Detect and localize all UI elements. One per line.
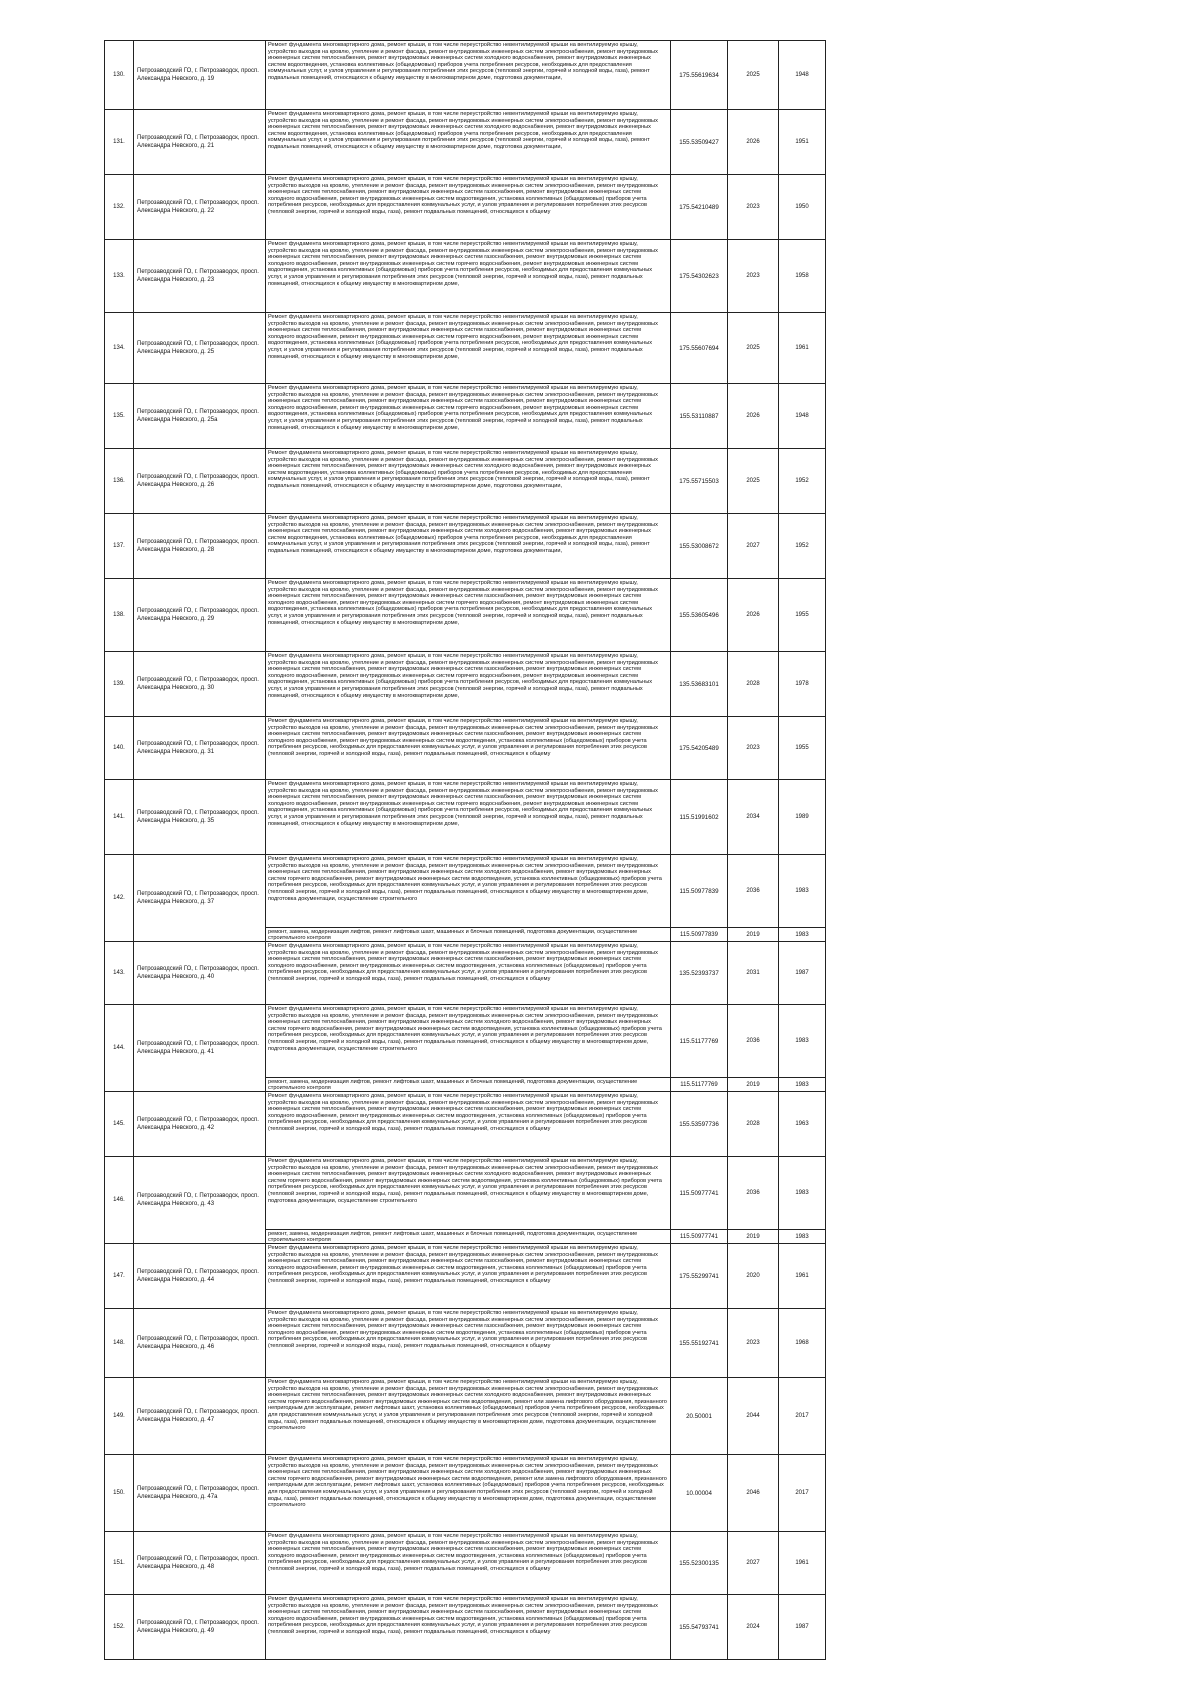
works-cell [266,942,671,1005]
repair-year-cell: 2026 [728,384,779,449]
table-row [105,1244,826,1309]
row-number: 149. [105,1378,134,1455]
works-cell [266,855,671,928]
repair-year-cell: 2028 [728,652,779,717]
identifier-cell: 115.50977839 [671,928,728,942]
address-cell: Петрозаводский ГО, г. Петрозаводск, просп. Александра Невского, д. 49 [134,1595,266,1660]
works-cell [266,1595,671,1660]
identifier-cell: 135.52393737 [671,942,728,1005]
works-cell [266,1157,671,1230]
works-cell [266,313,671,384]
works-cell [266,110,671,175]
row-number: 131. [105,110,134,175]
address-cell: Петрозаводский ГО, г. Петрозаводск, просп. Александра Невского, д. 29 [134,579,266,652]
repair-year-cell: 2044 [728,1378,779,1455]
address-cell: Петрозаводский ГО, г. Петрозаводск, просп. Александра Невского, д. 47а [134,1455,266,1532]
works-cell [266,1455,671,1532]
built-year-cell: 1983 [779,1230,826,1244]
works-text: ремонт, замена, модернизация лифтов, ремонт лифтовых шахт, машинных и блочных помещений, подготовка документации, осуществление строительного контроля [268,1231,638,1243]
works-text: Ремонт фундамента многоквартирного дома, ремонт крыши, в том числе переустройство невентилируемой крыши на вентилируемую крышу, устройство выходов на кровлю, утепление и ремонт фасада, ремонт внутридомовых инженерных систем электроснабжения, ремонт внутридомовых инженерных систем теплоснабжения, ремонт внутридомовых инженерных систем газоснабжения, ремонт внутридомовых инженерных систем холодного водоснабжения, ремонт внутридомовых инженерных систем водоотведения, установка коллективных (общедомовых) приборов учета потребления ресурсов, необходимых для предоставления коммунальных услуг, и узлов управления и регулирования потребления этих ресурсов (тепловой энергии, горячей и холодной воды, газа), ремонт подвальных помещений, относящихся к общему [268,1093,658,1132]
row-number: 146. [105,1157,134,1244]
identifier-cell: 155.52300135 [671,1532,728,1595]
works-text: Ремонт фундамента многоквартирного дома, ремонт крыши, в том числе переустройство невентилируемой крыши на вентилируемую крышу, устройство выходов на кровлю, утепление и ремонт фасада, ремонт внутридомовых инженерных систем электроснабжения, ремонт внутридомовых инженерных систем теплоснабжения, ремонт внутридомовых инженерных систем газоснабжения, ремонт внутридомовых инженерных систем холодного водоснабжения, ремонт внутридомовых инженерных систем водоотведения, установка коллективных (общедомовых) приборов учета потребления ресурсов, необходимых для предоставления коммунальных услуг, и узлов управления и регулирования потребления этих ресурсов (тепловой энергии, горячей и холодной воды, газа), ремонт подвальных помещений, относящихся к общему [268,1310,658,1349]
row-number: 143. [105,942,134,1005]
works-text: Ремонт фундамента многоквартирного дома, ремонт крыши, в том числе переустройство невентилируемой крыши на вентилируемую крышу, устройство выходов на кровлю, утепление и ремонт фасада, ремонт внутридомовых инженерных систем электроснабжения, ремонт внутридомовых инженерных систем теплоснабжения, ремонт внутридомовых инженерных систем газоснабжения, ремонт внутридомовых инженерных систем холодного водоснабжения, ремонт внутридомовых инженерных систем горячего водоснабжения, ремонт внутридомовых инженерных систем водоотведения, установка коллективных (общедомовых) приборов учета потребления ресурсов, необходимых для предоставления коммунальных услуг, и узлов управления и регулирования потребления этих ресурсов (тепловой энергии, горячей и холодной воды, газа), ремонт подвальных помещений, относящихся к общему имуществу в многоквартирном доме, [268,385,658,431]
built-year-cell: 1989 [779,780,826,855]
built-year-cell: 1978 [779,652,826,717]
row-number: 132. [105,175,134,240]
identifier-cell: 20.50001 [671,1378,728,1455]
identifier-cell: 175.54210489 [671,175,728,240]
identifier-cell: 155.55192741 [671,1309,728,1378]
works-cell [266,717,671,780]
row-number: 142. [105,855,134,942]
address-cell: Петрозаводский ГО, г. Петрозаводск, просп. Александра Невского, д. 47 [134,1378,266,1455]
works-text: Ремонт фундамента многоквартирного дома, ремонт крыши, в том числе переустройство невентилируемой крыши на вентилируемую крышу, устройство выходов на кровлю, утепление и ремонт фасада, ремонт внутридомовых инженерных систем электроснабжения, ремонт внутридомовых инженерных систем теплоснабжения, ремонт внутридомовых инженерных систем холодного водоснабжения, ремонт внутридомовых инженерных систем водоотведения, установка коллективных (общедомовых) приборов учета потребления ресурсов, необходимых для предоставления коммунальных услуг, и узлов управления и регулирования потребления этих ресурсов (тепловой энергии, горячей и холодной воды, газа), ремонт подвальных помещений, относящихся к общему имуществу в многоквартирном доме, подготовка документации, [268,111,658,150]
works-text: Ремонт фундамента многоквартирного дома, ремонт крыши, в том числе переустройство невентилируемой крыши на вентилируемую крышу, устройство выходов на кровлю, утепление и ремонт фасада, ремонт внутридомовых инженерных систем электроснабжения, ремонт внутридомовых инженерных систем теплоснабжения, ремонт внутридомовых инженерных систем газоснабжения, ремонт внутридомовых инженерных систем холодного водоснабжения, ремонт внутридомовых инженерных систем горячего водоснабжения, ремонт внутридомовых инженерных систем водоотведения, установка коллективных (общедомовых) приборов учета потребления ресурсов, необходимых для предоставления коммунальных услуг, и узлов управления и регулирования потребления этих ресурсов (тепловой энергии, горячей и холодной воды, газа), ремонт подвальных помещений, относящихся к общему имуществу в многоквартирном доме, [268,241,658,287]
row-number: 140. [105,717,134,780]
repair-year-cell: 2027 [728,1532,779,1595]
works-cell [266,384,671,449]
table-row [105,1595,826,1660]
address-cell: Петрозаводский ГО, г. Петрозаводск, просп. Александра Невского, д. 25а [134,384,266,449]
address-cell: Петрозаводский ГО, г. Петрозаводск, просп. Александра Невского, д. 31 [134,717,266,780]
built-year-cell: 1955 [779,579,826,652]
repair-year-cell: 2024 [728,1595,779,1660]
row-number: 133. [105,240,134,313]
works-text: Ремонт фундамента многоквартирного дома, ремонт крыши, в том числе переустройство невентилируемой крыши на вентилируемую крышу, устройство выходов на кровлю, утепление и ремонт фасада, ремонт внутридомовых инженерных систем электроснабжения, ремонт внутридомовых инженерных систем теплоснабжения, ремонт внутридомовых инженерных систем холодного водоснабжения, ремонт внутридомовых инженерных систем водоотведения, установка коллективных (общедомовых) приборов учета потребления ресурсов, необходимых для предоставления коммунальных услуг, и узлов управления и регулирования потребления этих ресурсов (тепловой энергии, горячей и холодной воды, газа), ремонт подвальных помещений, относящихся к общему имуществу в многоквартирном доме, подготовка документации, [268,515,658,554]
identifier-cell: 10.00004 [671,1455,728,1532]
table-row [105,514,826,579]
table-row [105,1092,826,1157]
table-row [105,175,826,240]
built-year-cell: 2017 [779,1378,826,1455]
built-year-cell: 1948 [779,41,826,110]
built-year-cell: 1961 [779,1244,826,1309]
address-cell: Петрозаводский ГО, г. Петрозаводск, просп. Александра Невского, д. 23 [134,240,266,313]
identifier-cell: 175.55619634 [671,41,728,110]
built-year-cell: 1983 [779,855,826,928]
repair-year-cell: 2034 [728,780,779,855]
row-number: 144. [105,1005,134,1092]
identifier-cell: 115.51177769 [671,1078,728,1092]
identifier-cell: 175.55715503 [671,449,728,514]
repair-year-cell: 2019 [728,1078,779,1092]
built-year-cell: 1963 [779,1092,826,1157]
address-cell: Петрозаводский ГО, г. Петрозаводск, просп. Александра Невского, д. 19 [134,41,266,110]
identifier-cell: 175.55607694 [671,313,728,384]
repair-year-cell: 2025 [728,449,779,514]
works-cell [266,1005,671,1078]
repair-year-cell: 2019 [728,928,779,942]
row-number: 148. [105,1309,134,1378]
works-cell [266,1244,671,1309]
row-number: 152. [105,1595,134,1660]
built-year-cell: 1951 [779,110,826,175]
works-cell [266,579,671,652]
address-cell: Петрозаводский ГО, г. Петрозаводск, просп. Александра Невского, д. 44 [134,1244,266,1309]
works-text: Ремонт фундамента многоквартирного дома, ремонт крыши, в том числе переустройство невентилируемой крыши на вентилируемую крышу, устройство выходов на кровлю, утепление и ремонт фасада, ремонт внутридомовых инженерных систем электроснабжения, ремонт внутридомовых инженерных систем теплоснабжения, ремонт внутридомовых инженерных систем газоснабжения, ремонт внутридомовых инженерных систем холодного водоснабжения, ремонт внутридомовых инженерных систем водоотведения, установка коллективных (общедомовых) приборов учета потребления ресурсов, необходимых для предоставления коммунальных услуг, и узлов управления и регулирования потребления этих ресурсов (тепловой энергии, горячей и холодной воды, газа), ремонт подвальных помещений, относящихся к общему [268,943,658,982]
repair-year-cell: 2026 [728,110,779,175]
works-cell [266,652,671,717]
works-cell [266,1230,671,1244]
repair-year-cell: 2023 [728,240,779,313]
built-year-cell: 2017 [779,1455,826,1532]
repair-year-cell: 2036 [728,1005,779,1078]
built-year-cell: 1983 [779,928,826,942]
works-cell [266,928,671,942]
works-text: Ремонт фундамента многоквартирного дома, ремонт крыши, в том числе переустройство невентилируемой крыши на вентилируемую крышу, устройство выходов на кровлю, утепление и ремонт фасада, ремонт внутридомовых инженерных систем электроснабжения, ремонт внутридомовых инженерных систем теплоснабжения, ремонт внутридомовых инженерных систем холодного водоснабжения, ремонт внутридомовых инженерных систем горячего водоснабжения, ремонт внутридомовых инженерных систем водоотведения, установка коллективных (общедомовых) приборов учета потребления ресурсов, необходимых для предоставления коммунальных услуг, и узлов управления и регулирования потребления этих ресурсов (тепловой энергии, горячей и холодной воды, газа), ремонт подвальных помещений, относящихся к общему имуществу в многоквартирном доме, подготовка документации, осуществление строительного [268,856,662,902]
row-number: 150. [105,1455,134,1532]
table-row [105,240,826,313]
repair-year-cell: 2025 [728,41,779,110]
row-number: 151. [105,1532,134,1595]
works-text: Ремонт фундамента многоквартирного дома, ремонт крыши, в том числе переустройство невентилируемой крыши на вентилируемую крышу, устройство выходов на кровлю, утепление и ремонт фасада, ремонт внутридомовых инженерных систем электроснабжения, ремонт внутридомовых инженерных систем теплоснабжения, ремонт внутридомовых инженерных систем газоснабжения, ремонт внутридомовых инженерных систем холодного водоснабжения, ремонт внутридомовых инженерных систем горячего водоснабжения, ремонт внутридомовых инженерных систем водоотведения, установка коллективных (общедомовых) приборов учета потребления ресурсов, необходимых для предоставления коммунальных услуг, и узлов управления и регулирования потребления этих ресурсов (тепловой энергии, горячей и холодной воды, газа), ремонт подвальных помещений, относящихся к общему имуществу в многоквартирном доме, [268,653,658,699]
works-cell [266,514,671,579]
table-row [105,384,826,449]
table-row [105,449,826,514]
row-number: 134. [105,313,134,384]
repair-year-cell: 2020 [728,1244,779,1309]
document-page [104,40,812,1660]
repair-year-cell: 2027 [728,514,779,579]
works-text: Ремонт фундамента многоквартирного дома, ремонт крыши, в том числе переустройство невентилируемой крыши на вентилируемую крышу, устройство выходов на кровлю, утепление и ремонт фасада, ремонт внутридомовых инженерных систем электроснабжения, ремонт внутридомовых инженерных систем теплоснабжения, ремонт внутридомовых инженерных систем газоснабжения, ремонт внутридомовых инженерных систем холодного водоснабжения, ремонт внутридомовых инженерных систем водоотведения, установка коллективных (общедомовых) приборов учета потребления ресурсов, необходимых для предоставления коммунальных услуг, и узлов управления и регулирования потребления этих ресурсов (тепловой энергии, горячей и холодной воды, газа), ремонт подвальных помещений, относящихся к общему [268,176,658,215]
repair-year-cell: 2046 [728,1455,779,1532]
identifier-cell: 155.53597736 [671,1092,728,1157]
table-row [105,717,826,780]
table-row [105,855,826,928]
identifier-cell: 115.50977741 [671,1230,728,1244]
identifier-cell: 155.54793741 [671,1595,728,1660]
repair-year-cell: 2023 [728,175,779,240]
address-cell: Петрозаводский ГО, г. Петрозаводск, просп. Александра Невского, д. 37 [134,855,266,942]
built-year-cell: 1961 [779,313,826,384]
table-row [105,1378,826,1455]
works-cell [266,780,671,855]
repair-year-cell: 2019 [728,1230,779,1244]
address-cell: Петрозаводский ГО, г. Петрозаводск, просп. Александра Невского, д. 22 [134,175,266,240]
address-cell: Петрозаводский ГО, г. Петрозаводск, просп. Александра Невского, д. 30 [134,652,266,717]
works-text: ремонт, замена, модернизация лифтов, ремонт лифтовых шахт, машинных и блочных помещений, подготовка документации, осуществление строительного контроля [268,929,638,941]
row-number: 141. [105,780,134,855]
table-row [105,579,826,652]
built-year-cell: 1952 [779,449,826,514]
works-cell [266,1078,671,1092]
built-year-cell: 1983 [779,1157,826,1230]
table-row [105,652,826,717]
identifier-cell: 115.50977839 [671,855,728,928]
works-cell [266,175,671,240]
works-text: ремонт, замена, модернизация лифтов, ремонт лифтовых шахт, машинных и блочных помещений, подготовка документации, осуществление строительного контроля [268,1079,638,1091]
address-cell: Петрозаводский ГО, г. Петрозаводск, просп. Александра Невского, д. 46 [134,1309,266,1378]
repair-year-cell: 2023 [728,717,779,780]
table-row [105,313,826,384]
works-text: Ремонт фундамента многоквартирного дома, ремонт крыши, в том числе переустройство невентилируемой крыши на вентилируемую крышу, устройство выходов на кровлю, утепление и ремонт фасада, ремонт внутридомовых инженерных систем электроснабжения, ремонт внутридомовых инженерных систем теплоснабжения, ремонт внутридомовых инженерных систем газоснабжения, ремонт внутридомовых инженерных систем холодного водоснабжения, ремонт внутридомовых инженерных систем горячего водоснабжения, ремонт внутридомовых инженерных систем водоотведения, установка коллективных (общедомовых) приборов учета потребления ресурсов, необходимых для предоставления коммунальных услуг, и узлов управления и регулирования потребления этих ресурсов (тепловой энергии, горячей и холодной воды, газа), ремонт подвальных помещений, относящихся к общему имуществу в многоквартирном доме, [268,580,658,626]
row-number: 136. [105,449,134,514]
identifier-cell: 175.54205489 [671,717,728,780]
table-body [105,41,826,1660]
works-text: Ремонт фундамента многоквартирного дома, ремонт крыши, в том числе переустройство невентилируемой крыши на вентилируемую крышу, устройство выходов на кровлю, утепление и ремонт фасада, ремонт внутридомовых инженерных систем электроснабжения, ремонт внутридомовых инженерных систем теплоснабжения, ремонт внутридомовых инженерных систем холодного водоснабжения, ремонт внутридомовых инженерных систем горячего водоснабжения, ремонт внутридомовых инженерных систем водоотведения, установка коллективных (общедомовых) приборов учета потребления ресурсов, необходимых для предоставления коммунальных услуг, и узлов управления и регулирования потребления этих ресурсов (тепловой энергии, горячей и холодной воды, газа), ремонт подвальных помещений, относящихся к общему имуществу в многоквартирном доме, подготовка документации, осуществление строительного [268,1006,662,1052]
built-year-cell: 1950 [779,175,826,240]
table-row [105,1455,826,1532]
built-year-cell: 1955 [779,717,826,780]
identifier-cell: 135.53683101 [671,652,728,717]
identifier-cell: 115.51177769 [671,1005,728,1078]
works-text: Ремонт фундамента многоквартирного дома, ремонт крыши, в том числе переустройство невентилируемой крыши на вентилируемую крышу, устройство выходов на кровлю, утепление и ремонт фасада, ремонт внутридомовых инженерных систем электроснабжения, ремонт внутридомовых инженерных систем теплоснабжения, ремонт внутридомовых инженерных систем холодного водоснабжения, ремонт внутридомовых инженерных систем горячего водоснабжения, ремонт внутридомовых инженерных систем водоотведения, установка коллективных (общедомовых) приборов учета потребления ресурсов, необходимых для предоставления коммунальных услуг, и узлов управления и регулирования потребления этих ресурсов (тепловой энергии, горячей и холодной воды, газа), ремонт подвальных помещений, относящихся к общему имуществу в многоквартирном доме, подготовка документации, осуществление строительного [268,1158,662,1204]
address-cell: Петрозаводский ГО, г. Петрозаводск, просп. Александра Невского, д. 43 [134,1157,266,1244]
works-text: Ремонт фундамента многоквартирного дома, ремонт крыши, в том числе переустройство невентилируемой крыши на вентилируемую крышу, устройство выходов на кровлю, утепление и ремонт фасада, ремонт внутридомовых инженерных систем электроснабжения, ремонт внутридомовых инженерных систем теплоснабжения, ремонт внутридомовых инженерных систем газоснабжения, ремонт внутридомовых инженерных систем холодного водоснабжения, ремонт внутридомовых инженерных систем водоотведения, установка коллективных (общедомовых) приборов учета потребления ресурсов, необходимых для предоставления коммунальных услуг, и узлов управления и регулирования потребления этих ресурсов (тепловой энергии, горячей и холодной воды, газа), ремонт подвальных помещений, относящихся к общему [268,1533,658,1572]
works-text: Ремонт фундамента многоквартирного дома, ремонт крыши, в том числе переустройство невентилируемой крыши на вентилируемую крышу, устройство выходов на кровлю, утепление и ремонт фасада, ремонт внутридомовых инженерных систем электроснабжения, ремонт внутридомовых инженерных систем теплоснабжения, ремонт внутридомовых инженерных систем холодного водоснабжения, ремонт внутридомовых инженерных систем горячего водоснабжения, ремонт внутридомовых инженерных систем водоотведения, ремонт или замена лифтового оборудования, признанного непригодным для эксплуатации, ремонт лифтовых шахт, установка коллективных (общедомовых) приборов учета потребления ресурсов, необходимых для предоставления коммунальных услуг, и узлов управления и регулирования потребления этих ресурсов (тепловой энергии, горячей и холодной воды, газа), ремонт подвальных помещений, относящихся к общему имуществу в многоквартирном доме, подготовка документации, осуществление строительного [268,1379,667,1432]
table-row [105,1532,826,1595]
works-cell [266,1309,671,1378]
identifier-cell: 115.51991602 [671,780,728,855]
address-cell: Петрозаводский ГО, г. Петрозаводск, просп. Александра Невского, д. 35 [134,780,266,855]
identifier-cell: 155.53008672 [671,514,728,579]
table-row [105,41,826,110]
built-year-cell: 1961 [779,1532,826,1595]
repair-year-cell: 2036 [728,1157,779,1230]
works-text: Ремонт фундамента многоквартирного дома, ремонт крыши, в том числе переустройство невентилируемой крыши на вентилируемую крышу, устройство выходов на кровлю, утепление и ремонт фасада, ремонт внутридомовых инженерных систем электроснабжения, ремонт внутридомовых инженерных систем теплоснабжения, ремонт внутридомовых инженерных систем газоснабжения, ремонт внутридомовых инженерных систем холодного водоснабжения, ремонт внутридомовых инженерных систем горячего водоснабжения, ремонт внутридомовых инженерных систем водоотведения, установка коллективных (общедомовых) приборов учета потребления ресурсов, необходимых для предоставления коммунальных услуг, и узлов управления и регулирования потребления этих ресурсов (тепловой энергии, горячей и холодной воды, газа), ремонт подвальных помещений, относящихся к общему имуществу в многоквартирном доме, [268,781,658,827]
address-cell: Петрозаводский ГО, г. Петрозаводск, просп. Александра Невского, д. 25 [134,313,266,384]
identifier-cell: 175.54302623 [671,240,728,313]
built-year-cell: 1968 [779,1309,826,1378]
works-cell [266,1378,671,1455]
built-year-cell: 1948 [779,384,826,449]
repair-year-cell: 2023 [728,1309,779,1378]
address-cell: Петрозаводский ГО, г. Петрозаводск, просп. Александра Невского, д. 26 [134,449,266,514]
works-cell [266,240,671,313]
works-text: Ремонт фундамента многоквартирного дома, ремонт крыши, в том числе переустройство невентилируемой крыши на вентилируемую крышу, устройство выходов на кровлю, утепление и ремонт фасада, ремонт внутридомовых инженерных систем электроснабжения, ремонт внутридомовых инженерных систем теплоснабжения, ремонт внутридомовых инженерных систем газоснабжения, ремонт внутридомовых инженерных систем холодного водоснабжения, ремонт внутридомовых инженерных систем водоотведения, установка коллективных (общедомовых) приборов учета потребления ресурсов, необходимых для предоставления коммунальных услуг, и узлов управления и регулирования потребления этих ресурсов (тепловой энергии, горячей и холодной воды, газа), ремонт подвальных помещений, относящихся к общему [268,1245,658,1284]
capital-repair-table [104,40,826,1660]
table-row [105,942,826,1005]
identifier-cell: 155.53605496 [671,579,728,652]
address-cell: Петрозаводский ГО, г. Петрозаводск, просп. Александра Невского, д. 42 [134,1092,266,1157]
built-year-cell: 1958 [779,240,826,313]
address-cell: Петрозаводский ГО, г. Петрозаводск, просп. Александра Невского, д. 28 [134,514,266,579]
identifier-cell: 155.53110887 [671,384,728,449]
built-year-cell: 1987 [779,942,826,1005]
repair-year-cell: 2031 [728,942,779,1005]
row-number: 137. [105,514,134,579]
row-number: 135. [105,384,134,449]
row-number: 139. [105,652,134,717]
built-year-cell: 1983 [779,1005,826,1078]
row-number: 130. [105,41,134,110]
row-number: 145. [105,1092,134,1157]
repair-year-cell: 2028 [728,1092,779,1157]
address-cell: Петрозаводский ГО, г. Петрозаводск, просп. Александра Невского, д. 21 [134,110,266,175]
table-row [105,1005,826,1078]
repair-year-cell: 2026 [728,579,779,652]
works-text: Ремонт фундамента многоквартирного дома, ремонт крыши, в том числе переустройство невентилируемой крыши на вентилируемую крышу, устройство выходов на кровлю, утепление и ремонт фасада, ремонт внутридомовых инженерных систем электроснабжения, ремонт внутридомовых инженерных систем теплоснабжения, ремонт внутридомовых инженерных систем газоснабжения, ремонт внутридомовых инженерных систем холодного водоснабжения, ремонт внутридомовых инженерных систем горячего водоснабжения, ремонт внутридомовых инженерных систем водоотведения, установка коллективных (общедомовых) приборов учета потребления ресурсов, необходимых для предоставления коммунальных услуг, и узлов управления и регулирования потребления этих ресурсов (тепловой энергии, горячей и холодной воды, газа), ремонт подвальных помещений, относящихся к общему имуществу в многоквартирном доме, [268,314,658,360]
works-text: Ремонт фундамента многоквартирного дома, ремонт крыши, в том числе переустройство невентилируемой крыши на вентилируемую крышу, устройство выходов на кровлю, утепление и ремонт фасада, ремонт внутридомовых инженерных систем электроснабжения, ремонт внутридомовых инженерных систем теплоснабжения, ремонт внутридомовых инженерных систем холодного водоснабжения, ремонт внутридомовых инженерных систем водоотведения, установка коллективных (общедомовых) приборов учета потребления ресурсов, необходимых для предоставления коммунальных услуг, и узлов управления и регулирования потребления этих ресурсов (тепловой энергии, горячей и холодной воды, газа), ремонт подвальных помещений, относящихся к общему имуществу в многоквартирном доме, подготовка документации, [268,450,658,489]
works-text: Ремонт фундамента многоквартирного дома, ремонт крыши, в том числе переустройство невентилируемой крыши на вентилируемую крышу, устройство выходов на кровлю, утепление и ремонт фасада, ремонт внутридомовых инженерных систем электроснабжения, ремонт внутридомовых инженерных систем теплоснабжения, ремонт внутридомовых инженерных систем газоснабжения, ремонт внутридомовых инженерных систем холодного водоснабжения, ремонт внутридомовых инженерных систем водоотведения, установка коллективных (общедомовых) приборов учета потребления ресурсов, необходимых для предоставления коммунальных услуг, и узлов управления и регулирования потребления этих ресурсов (тепловой энергии, горячей и холодной воды, газа), ремонт подвальных помещений, относящихся к общему [268,1596,658,1635]
built-year-cell: 1987 [779,1595,826,1660]
works-cell [266,41,671,110]
works-cell [266,1092,671,1157]
works-text: Ремонт фундамента многоквартирного дома, ремонт крыши, в том числе переустройство невентилируемой крыши на вентилируемую крышу, устройство выходов на кровлю, утепление и ремонт фасада, ремонт внутридомовых инженерных систем электроснабжения, ремонт внутридомовых инженерных систем теплоснабжения, ремонт внутридомовых инженерных систем газоснабжения, ремонт внутридомовых инженерных систем холодного водоснабжения, ремонт внутридомовых инженерных систем водоотведения, установка коллективных (общедомовых) приборов учета потребления ресурсов, необходимых для предоставления коммунальных услуг, и узлов управления и регулирования потребления этих ресурсов (тепловой энергии, горячей и холодной воды, газа), ремонт подвальных помещений, относящихся к общему [268,718,658,757]
identifier-cell: 175.55299741 [671,1244,728,1309]
table-row [105,110,826,175]
address-cell: Петрозаводский ГО, г. Петрозаводск, просп. Александра Невского, д. 48 [134,1532,266,1595]
built-year-cell: 1983 [779,1078,826,1092]
works-cell [266,1532,671,1595]
table-row [105,780,826,855]
address-cell: Петрозаводский ГО, г. Петрозаводск, просп. Александра Невского, д. 41 [134,1005,266,1092]
works-text: Ремонт фундамента многоквартирного дома, ремонт крыши, в том числе переустройство невентилируемой крыши на вентилируемую крышу, устройство выходов на кровлю, утепление и ремонт фасада, ремонт внутридомовых инженерных систем электроснабжения, ремонт внутридомовых инженерных систем теплоснабжения, ремонт внутридомовых инженерных систем холодного водоснабжения, ремонт внутридомовых инженерных систем горячего водоснабжения, ремонт внутридомовых инженерных систем водоотведения, ремонт или замена лифтового оборудования, признанного непригодным для эксплуатации, ремонт лифтовых шахт, установка коллективных (общедомовых) приборов учета потребления ресурсов, необходимых для предоставления коммунальных услуг, и узлов управления и регулирования потребления этих ресурсов (тепловой энергии, горячей и холодной воды, газа), ремонт подвальных помещений, относящихся к общему имуществу в многоквартирном доме, подготовка документации, осуществление строительного [268,1456,667,1509]
address-cell: Петрозаводский ГО, г. Петрозаводск, просп. Александра Невского, д. 40 [134,942,266,1005]
table-row [105,1157,826,1230]
repair-year-cell: 2036 [728,855,779,928]
works-text: Ремонт фундамента многоквартирного дома, ремонт крыши, в том числе переустройство невентилируемой крыши на вентилируемую крышу, устройство выходов на кровлю, утепление и ремонт фасада, ремонт внутридомовых инженерных систем электроснабжения, ремонт внутридомовых инженерных систем теплоснабжения, ремонт внутридомовых инженерных систем холодного водоснабжения, ремонт внутридомовых инженерных систем водоотведения, установка коллективных (общедомовых) приборов учета потребления ресурсов, необходимых для предоставления коммунальных услуг, и узлов управления и регулирования потребления этих ресурсов (тепловой энергии, горячей и холодной воды, газа), ремонт подвальных помещений, относящихся к общему имуществу в многоквартирном доме, подготовка документации, [268,42,658,81]
works-cell [266,449,671,514]
identifier-cell: 115.50977741 [671,1157,728,1230]
built-year-cell: 1952 [779,514,826,579]
repair-year-cell: 2025 [728,313,779,384]
row-number: 138. [105,579,134,652]
identifier-cell: 155.53509427 [671,110,728,175]
row-number: 147. [105,1244,134,1309]
table-row [105,1309,826,1378]
